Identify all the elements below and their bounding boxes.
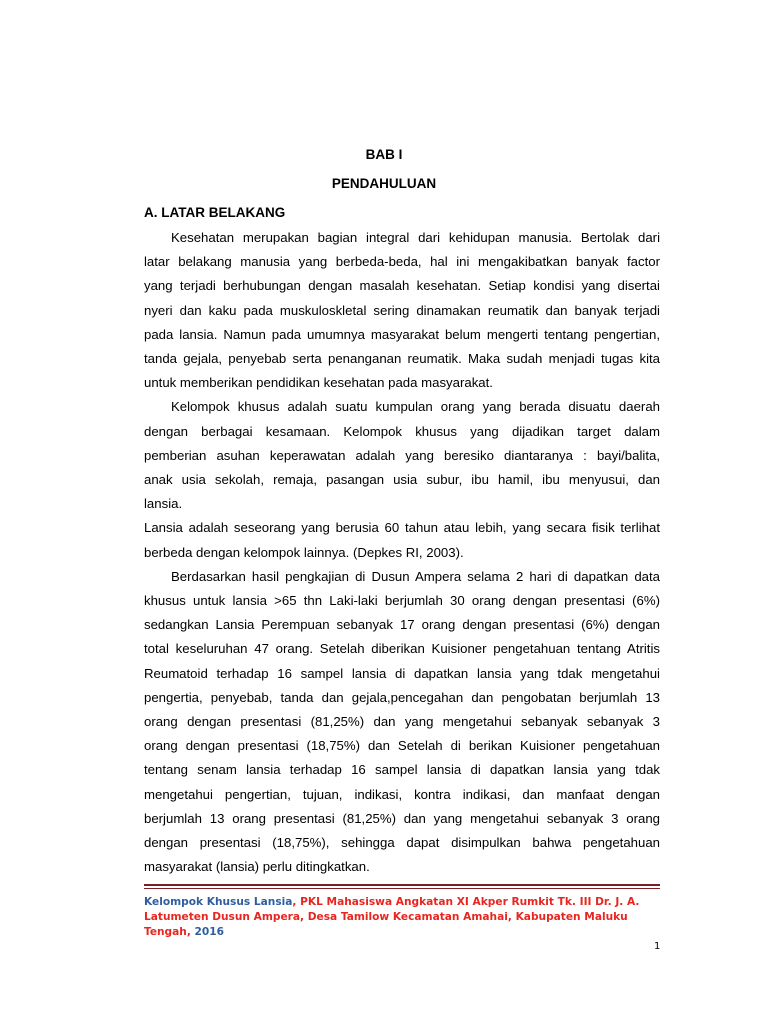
- footer-description: , PKL Mahasiswa Angkatan XI Akper Rumkit Tk. III Dr. J. A. Latumeten Dusun Ampera, Desa Tamilow Kecamatan Amahai, Kabupaten Maluku Tengah,: [144, 896, 640, 938]
- body-line: Kelompok khusus adalah suatu kumpulan orang yang berada disuatu daerah: [171, 399, 660, 415]
- body-line: pada lansia. Namun pada umumnya masyarakat belum mengerti tentang pengertian,: [144, 326, 660, 342]
- body-line: orang dengan presentasi (18,75%) dan Setelah di berikan Kuisioner pengetahuan: [144, 738, 660, 754]
- body-line: pengertia, penyebab, tanda dan gejala,pencegahan dan pengobatan berjumlah 13: [144, 689, 660, 705]
- body-line: pemberian asuhan keperawatan adalah yang beresiko diantaranya : bayi/balita,: [144, 447, 660, 463]
- footer-year: 2016: [194, 926, 225, 938]
- footer-rule-thin: [144, 888, 660, 889]
- chapter-title: PENDAHULUAN: [331, 176, 437, 191]
- body-line: total keseluruhan 47 orang. Setelah diberikan Kuisioner pengetahuan tentang Atritis: [144, 641, 660, 657]
- body-line: yang terjadi berhubungan dengan masalah kesehatan. Setiap kondisi yang disertai: [144, 278, 660, 294]
- body-line: sedangkan Lansia Perempuan sebanyak 17 orang dengan presentasi (6%) dengan: [144, 617, 660, 633]
- footer-group-name: Kelompok Khusus Lansia: [144, 896, 293, 908]
- body-line: anak usia sekolah, remaja, pasangan usia subur, ibu hamil, ibu menyusui, dan: [144, 472, 660, 487]
- body-line: dengan presentasi (18,75%), sehingga dapat disimpulkan bahwa pengetahuan: [144, 835, 660, 850]
- body-line: lansia.: [144, 496, 183, 512]
- body-line: Berdasarkan hasil pengkajian di Dusun Ampera selama 2 hari di dapatkan data: [171, 568, 660, 584]
- body-line: khusus untuk lansia >65 thn Laki-laki berjumlah 30 orang dengan presentasi (6%): [144, 593, 660, 608]
- body-line: Reumatoid terhadap 16 sampel lansia di dapatkan lansia yang tdak mengetahui: [144, 665, 660, 681]
- page-number: 1: [654, 941, 661, 952]
- body-line: Lansia adalah seseorang yang berusia 60 tahun atau lebih, yang secara fisik terlihat: [144, 520, 660, 536]
- footer-rule-thick: [144, 884, 660, 886]
- body-line: tentang senam lansia terhadap 16 sampel lansia di dapatkan lansia yang tdak: [144, 762, 660, 778]
- body-line: untuk memberikan pendidikan kesehatan pada masyarakat.: [144, 375, 493, 391]
- body-line: dengan berbagai kesamaan. Kelompok khusus yang dijadikan target dalam: [144, 423, 660, 439]
- body-line: Kesehatan merupakan bagian integral dari kehidupan manusia. Bertolak dari: [171, 230, 660, 245]
- chapter-heading: BAB I: [365, 147, 403, 162]
- section-heading: A. LATAR BELAKANG: [144, 205, 286, 220]
- body-line: mengetahui pengertian, tujuan, indikasi, kontra indikasi, dan manfaat dengan: [144, 786, 660, 802]
- footer-text: [144, 895, 668, 940]
- body-line: tanda gejala, penyebab serta penanganan reumatik. Maka sudah menjadi tugas kita: [144, 351, 660, 366]
- body-line: latar belakang manusia yang berbeda-beda, hal ini mengakibatkan banyak factor: [144, 254, 660, 270]
- body-line: berjumlah 13 orang presentasi (81,25%) dan yang mengetahui sebanyak 3 orang: [144, 810, 660, 826]
- body-line: berbeda dengan kelompok lainnya. (Depkes RI, 2003).: [144, 544, 464, 560]
- body-line: masyarakat (lansia) perlu ditingkatkan.: [144, 859, 370, 875]
- body-line: orang dengan presentasi (81,25%) dan yang mengetahui sebanyak sebanyak 3: [144, 714, 660, 729]
- body-line: nyeri dan kaku pada muskuloskletal sering dinamakan reumatik dan banyak terjadi: [144, 302, 660, 318]
